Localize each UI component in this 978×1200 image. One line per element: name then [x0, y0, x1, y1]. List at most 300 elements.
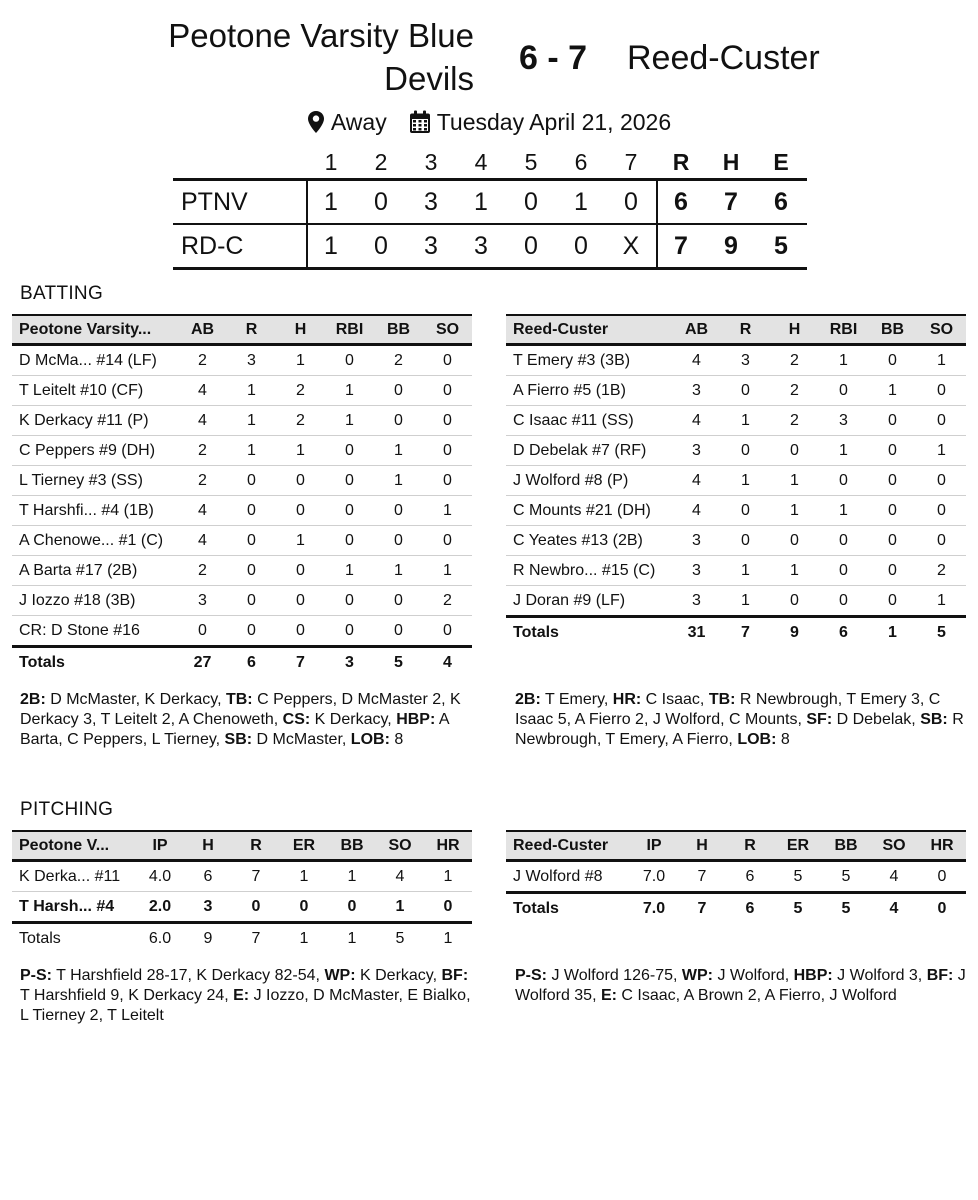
stat-cell: 1 [721, 466, 770, 496]
stat-cell: 4 [672, 496, 721, 526]
stat-note-key: TB: [708, 691, 736, 708]
player-name: T Harshfi... #4 (1B) [12, 496, 178, 526]
stat-cell: 0 [227, 466, 276, 496]
stat-note-key: 2B: [515, 691, 541, 708]
stat-cell: 0 [819, 376, 868, 406]
stat-cell: 3 [184, 892, 232, 923]
stat-note-key: WP: [324, 967, 356, 984]
player-name: J Doran #9 (LF) [506, 586, 672, 617]
stat-note-key: BF: [926, 967, 954, 984]
stat-cell: 7 [276, 647, 325, 678]
map-pin-icon [307, 110, 331, 134]
totals-label: Totals [506, 893, 630, 924]
player-name: K Derka... #11 [12, 861, 136, 892]
stat-cell: 0 [325, 526, 374, 556]
stat-cell: 4 [870, 893, 918, 924]
stat-note-key: LOB: [350, 731, 390, 748]
stat-cell: 0 [868, 345, 917, 376]
stat-cell: 3 [672, 586, 721, 617]
stat-note-value: C Isaac, A Brown 2, A Fierro, J Wolford [616, 987, 897, 1004]
player-name: T Harsh... #4 [12, 892, 136, 923]
stat-cell: 4 [178, 376, 227, 406]
table-header-row [12, 831, 472, 861]
stat-cell: 1 [325, 556, 374, 586]
stat-cell: 1 [227, 376, 276, 406]
stat-cell: 0 [868, 556, 917, 586]
player-name: D Debelak #7 (RF) [506, 436, 672, 466]
team-abbr: RD-C [181, 231, 244, 260]
stat-cell: 0 [423, 526, 472, 556]
stat-cell: 1 [721, 556, 770, 586]
stat-cell: 7 [232, 861, 280, 892]
column-header: BB [328, 831, 376, 861]
player-name: L Tierney #3 (SS) [12, 466, 178, 496]
stat-cell: 2 [178, 466, 227, 496]
stat-note-key: HBP: [793, 967, 833, 984]
line-score-header [173, 146, 807, 178]
line-score-divider [306, 178, 308, 270]
hits-label: H [722, 148, 740, 175]
stat-cell: 2 [374, 345, 423, 376]
stat-note-value: R Newbrough, T Emery, A Fierro, [515, 711, 964, 748]
stat-cell: 1 [325, 406, 374, 436]
stat-note-value: D McMaster, K Derkacy, [45, 691, 226, 708]
stat-cell: 1 [443, 929, 453, 947]
player-name: T Leitelt #10 (CF) [12, 376, 178, 406]
hits-total: 7 [724, 187, 738, 216]
stat-cell: 1 [819, 436, 868, 466]
table-row [506, 526, 966, 556]
table-row [12, 586, 472, 616]
stat-note-value: J Wolford 126-75, [547, 967, 682, 984]
column-header: RBI [819, 315, 868, 345]
stat-note-key: 2B: [20, 691, 46, 708]
stat-cell: 1 [917, 436, 966, 466]
stat-cell: 1 [374, 436, 423, 466]
stat-cell: 3 [178, 586, 227, 616]
stat-cell: 5 [774, 893, 822, 924]
table-row [12, 556, 472, 586]
stat-cell: 0 [868, 526, 917, 556]
player-name: A Fierro #5 (1B) [506, 376, 672, 406]
column-header: BB [868, 315, 917, 345]
inning-label: 4 [474, 148, 488, 175]
stat-note-key: E: [600, 987, 617, 1004]
stat-cell: 5 [822, 861, 870, 893]
stat-cell: 0 [918, 861, 966, 893]
table-row [506, 345, 966, 376]
stat-cell: 7.0 [630, 893, 678, 924]
column-header: SO [870, 831, 918, 861]
column-header: ER [280, 831, 328, 861]
totals-label: Totals [506, 617, 672, 648]
column-header: AB [672, 315, 721, 345]
totals-row [12, 923, 472, 954]
column-header: H [184, 831, 232, 861]
stat-note-value: T Harshfield 28-17, K Derkacy 82-54, [52, 967, 325, 984]
table-row [12, 496, 472, 526]
team-column-header: Peotone V... [12, 831, 136, 861]
stat-cell: 1 [276, 526, 325, 556]
stat-cell: 7 [678, 893, 726, 924]
stat-note-value: 8 [776, 731, 790, 748]
line-score-divider [656, 178, 658, 270]
line-score-row [173, 181, 807, 223]
table-row [506, 496, 966, 526]
stat-cell: 0 [819, 586, 868, 617]
stat-cell: 1 [299, 929, 309, 947]
stat-note-value: J Wolford 35, [515, 967, 966, 1004]
stat-note-value: T Harshfield 9, K Derkacy 24, [20, 987, 234, 1004]
stat-cell: 1 [376, 892, 424, 923]
player-name: CR: D Stone #16 [12, 616, 178, 647]
column-header: R [227, 315, 276, 345]
table-header-row [506, 831, 966, 861]
table-row [506, 556, 966, 586]
stat-cell: 0 [819, 466, 868, 496]
stat-cell: 0 [374, 376, 423, 406]
inning-label: 5 [524, 148, 538, 175]
stat-note-key: HR: [612, 691, 642, 708]
column-header: R [721, 315, 770, 345]
player-name: R Newbro... #15 (C) [506, 556, 672, 586]
stat-note-value: K Derkacy, [310, 711, 397, 728]
table-row [506, 376, 966, 406]
line-score [173, 146, 807, 270]
stat-note-value: J Iozzo, D McMaster, E Bialko, L Tierney 2, T Leitelt [20, 987, 471, 1024]
stat-cell: 7 [678, 861, 726, 893]
column-header: H [770, 315, 819, 345]
line-score-row [173, 223, 807, 267]
stat-cell: 5 [917, 617, 966, 648]
stat-cell: 2 [178, 345, 227, 376]
team-column-header: Reed-Custer [506, 315, 672, 345]
stat-cell: 3 [721, 345, 770, 376]
inning-label: 7 [624, 148, 638, 175]
stat-cell: 0 [424, 892, 472, 923]
stat-cell: 1 [423, 556, 472, 586]
column-header: AB [178, 315, 227, 345]
stat-cell: 4 [423, 647, 472, 678]
stat-cell: 0 [325, 436, 374, 466]
stat-cell: 3 [227, 345, 276, 376]
away-batting-table [506, 314, 966, 647]
stat-cell: 0 [325, 616, 374, 647]
stat-cell: 1 [374, 466, 423, 496]
stat-cell: 5 [822, 893, 870, 924]
home-team-name: Peotone Varsity Blue Devils [168, 17, 474, 97]
stat-cell: 0 [917, 376, 966, 406]
stat-cell: 0 [276, 496, 325, 526]
final-score: 6 - 7 [518, 39, 588, 77]
stat-cell: 1 [276, 436, 325, 466]
stat-note-value: 8 [389, 731, 404, 748]
stat-cell: 0 [374, 586, 423, 616]
stat-cell: 27 [178, 647, 227, 678]
stat-cell: 6 [227, 647, 276, 678]
stat-cell: 2 [770, 345, 819, 376]
stat-cell: 1 [423, 496, 472, 526]
table-row [12, 406, 472, 436]
table-row [12, 526, 472, 556]
stat-cell: 2 [178, 436, 227, 466]
inning-score: 0 [624, 187, 638, 216]
stat-cell: 5 [774, 861, 822, 893]
away-pitching-table [506, 830, 966, 923]
stat-cell: 1 [721, 406, 770, 436]
inning-score: 3 [424, 231, 438, 260]
column-header: BB [374, 315, 423, 345]
stat-cell: 0 [868, 496, 917, 526]
stat-cell: 0 [917, 406, 966, 436]
inning-label: 6 [574, 148, 588, 175]
stat-cell: 0 [868, 406, 917, 436]
home-pitching-notes [20, 966, 472, 1026]
stat-cell: 1 [347, 929, 357, 947]
stat-cell: 4 [178, 496, 227, 526]
column-header: SO [376, 831, 424, 861]
player-name: A Barta #17 (2B) [12, 556, 178, 586]
away-pitching-notes [515, 966, 967, 1006]
inning-score: 3 [424, 187, 438, 216]
stat-cell: 4 [870, 861, 918, 893]
stat-note-key: SB: [224, 731, 253, 748]
column-header: RBI [325, 315, 374, 345]
stat-cell: 3 [672, 556, 721, 586]
stat-cell: 3 [325, 647, 374, 678]
stat-cell: 2 [917, 556, 966, 586]
column-header: R [726, 831, 774, 861]
player-name: D McMa... #14 (LF) [12, 345, 178, 376]
stat-note-key: CS: [282, 711, 311, 728]
stat-cell: 4 [178, 406, 227, 436]
stat-cell: 0 [819, 556, 868, 586]
column-header: IP [136, 831, 184, 861]
stat-cell: 1 [721, 586, 770, 617]
errors-total: 6 [774, 187, 788, 216]
stat-cell: 9 [203, 929, 213, 947]
stat-cell: 3 [672, 376, 721, 406]
stat-cell: 4 [178, 526, 227, 556]
stat-cell: 31 [672, 617, 721, 648]
stat-cell: 1 [328, 861, 376, 892]
column-header: R [232, 831, 280, 861]
stat-cell: 0 [917, 496, 966, 526]
inning-score: 1 [324, 231, 338, 260]
stat-cell: 0 [227, 526, 276, 556]
table-row [506, 406, 966, 436]
stat-cell: 0 [721, 526, 770, 556]
table-row [506, 466, 966, 496]
home-batting-notes [20, 690, 472, 750]
stat-cell: 0 [325, 466, 374, 496]
column-header: IP [630, 831, 678, 861]
stat-cell: 6 [726, 893, 774, 924]
stat-note-value: A Barta, C Peppers, L Tierney, [20, 711, 449, 748]
stat-note-key: P-S: [20, 967, 52, 984]
stat-cell: 4 [376, 861, 424, 892]
stat-cell: 0 [819, 526, 868, 556]
date-info [409, 109, 671, 136]
stat-cell: 0 [276, 616, 325, 647]
inning-score: 0 [374, 187, 388, 216]
stat-cell: 0 [325, 496, 374, 526]
stat-cell: 0 [423, 616, 472, 647]
stat-cell: 0 [770, 526, 819, 556]
table-row [12, 616, 472, 647]
table-row [506, 861, 966, 893]
table-header-row [506, 315, 966, 345]
table-header-row [12, 315, 472, 345]
totals-row [506, 893, 966, 924]
stat-cell: 7.0 [630, 861, 678, 893]
table-row [506, 586, 966, 617]
stat-cell: 2 [276, 376, 325, 406]
stat-cell: 0 [721, 376, 770, 406]
stat-note-key: WP: [681, 967, 713, 984]
stat-cell: 0 [423, 436, 472, 466]
stat-cell: 1 [868, 376, 917, 406]
hits-total: 9 [724, 231, 738, 260]
player-name: T Emery #3 (3B) [506, 345, 672, 376]
stat-cell: 4.0 [136, 861, 184, 892]
table-row [12, 345, 472, 376]
table-row [12, 436, 472, 466]
stat-cell: 2.0 [136, 892, 184, 923]
stat-cell: 0 [227, 556, 276, 586]
stat-cell: 0 [227, 586, 276, 616]
stat-cell: 1 [227, 406, 276, 436]
player-name: C Yeates #13 (2B) [506, 526, 672, 556]
stat-note-key: BF: [441, 967, 469, 984]
stat-cell: 5 [374, 647, 423, 678]
stat-cell: 1 [819, 496, 868, 526]
inning-score: 0 [524, 187, 538, 216]
team-column-header: Peotone Varsity... [12, 315, 178, 345]
inning-score: 0 [574, 231, 588, 260]
stat-cell: 0 [721, 436, 770, 466]
away-batting-notes [515, 690, 967, 750]
stat-cell: 1 [424, 861, 472, 892]
runs-total: 6 [674, 187, 688, 216]
stat-cell: 1 [227, 436, 276, 466]
column-header: HR [424, 831, 472, 861]
player-name: C Peppers #9 (DH) [12, 436, 178, 466]
location-info [307, 109, 387, 136]
stat-note-key: P-S: [515, 967, 547, 984]
player-name: A Chenowe... #1 (C) [12, 526, 178, 556]
table-row [12, 892, 472, 923]
errors-label: E [773, 148, 789, 175]
column-header: SO [423, 315, 472, 345]
column-header: SO [917, 315, 966, 345]
stat-note-value: K Derkacy, [355, 967, 442, 984]
stat-cell: 0 [280, 892, 328, 923]
inning-score: 1 [474, 187, 488, 216]
game-meta [0, 106, 978, 138]
stat-cell: 0 [917, 466, 966, 496]
inning-score: 0 [374, 231, 388, 260]
stat-cell: 0 [374, 496, 423, 526]
stat-cell: 6.0 [148, 929, 172, 947]
stat-cell: 0 [276, 466, 325, 496]
stat-cell: 0 [918, 893, 966, 924]
totals-label: Totals [12, 647, 178, 678]
column-header: HR [918, 831, 966, 861]
stat-cell: 1 [374, 556, 423, 586]
stat-cell: 1 [325, 376, 374, 406]
team-abbr: PTNV [181, 187, 248, 216]
stat-cell: 2 [770, 376, 819, 406]
column-header: BB [822, 831, 870, 861]
stat-cell: 6 [184, 861, 232, 892]
runs-total: 7 [674, 231, 688, 260]
stat-cell: 0 [770, 586, 819, 617]
stat-cell: 0 [917, 526, 966, 556]
player-name: K Derkacy #11 (P) [12, 406, 178, 436]
table-row [12, 466, 472, 496]
runs-label: R [672, 148, 690, 175]
stat-cell: 6 [819, 617, 868, 648]
stat-note-value: C Peppers, D McMaster 2, K Derkacy 3, T Leitelt 2, A Chenoweth, [20, 691, 461, 728]
stat-cell: 0 [374, 406, 423, 436]
stat-cell: 0 [276, 556, 325, 586]
team-column-header: Reed-Custer [506, 831, 630, 861]
stat-cell: 0 [423, 466, 472, 496]
stat-note-value: D McMaster, [252, 731, 351, 748]
column-header: ER [774, 831, 822, 861]
stat-cell: 0 [227, 616, 276, 647]
stat-cell: 0 [227, 496, 276, 526]
stat-cell: 0 [374, 526, 423, 556]
stat-cell: 4 [672, 345, 721, 376]
player-name: J Wolford #8 [506, 861, 630, 893]
stat-cell: 3 [672, 436, 721, 466]
column-header: H [276, 315, 325, 345]
stat-cell: 0 [868, 436, 917, 466]
stat-note-value: R Newbrough, T Emery 3, C Isaac 5, A Fierro 2, J Wolford, C Mounts, [515, 691, 941, 728]
stat-cell: 0 [868, 586, 917, 617]
stat-cell: 0 [178, 616, 227, 647]
stat-cell: 1 [770, 496, 819, 526]
stat-cell: 0 [325, 586, 374, 616]
stat-cell: 0 [276, 586, 325, 616]
date-text: Tuesday April 21, 2026 [436, 108, 672, 135]
stat-note-key: SB: [920, 711, 948, 728]
stat-cell: 1 [868, 617, 917, 648]
player-name: J Iozzo #18 (3B) [12, 586, 178, 616]
stat-cell: 2 [178, 556, 227, 586]
stat-cell: 0 [232, 892, 280, 923]
player-name: C Isaac #11 (SS) [506, 406, 672, 436]
inning-label: 2 [374, 148, 388, 175]
stat-cell: 3 [672, 526, 721, 556]
stat-note-value: J Wolford 3, [832, 967, 927, 984]
stat-cell: 2 [276, 406, 325, 436]
errors-total: 5 [774, 231, 788, 260]
inning-score: 1 [574, 187, 588, 216]
stat-note-key: TB: [225, 691, 253, 708]
stat-cell: 0 [721, 496, 770, 526]
line-score-body [173, 178, 807, 270]
stat-cell: 1 [770, 556, 819, 586]
stat-cell: 0 [423, 376, 472, 406]
player-name: C Mounts #21 (DH) [506, 496, 672, 526]
stat-cell: 1 [917, 345, 966, 376]
stat-cell: 6 [726, 861, 774, 893]
stat-note-value: J Wolford, [713, 967, 794, 984]
stat-cell: 1 [770, 466, 819, 496]
